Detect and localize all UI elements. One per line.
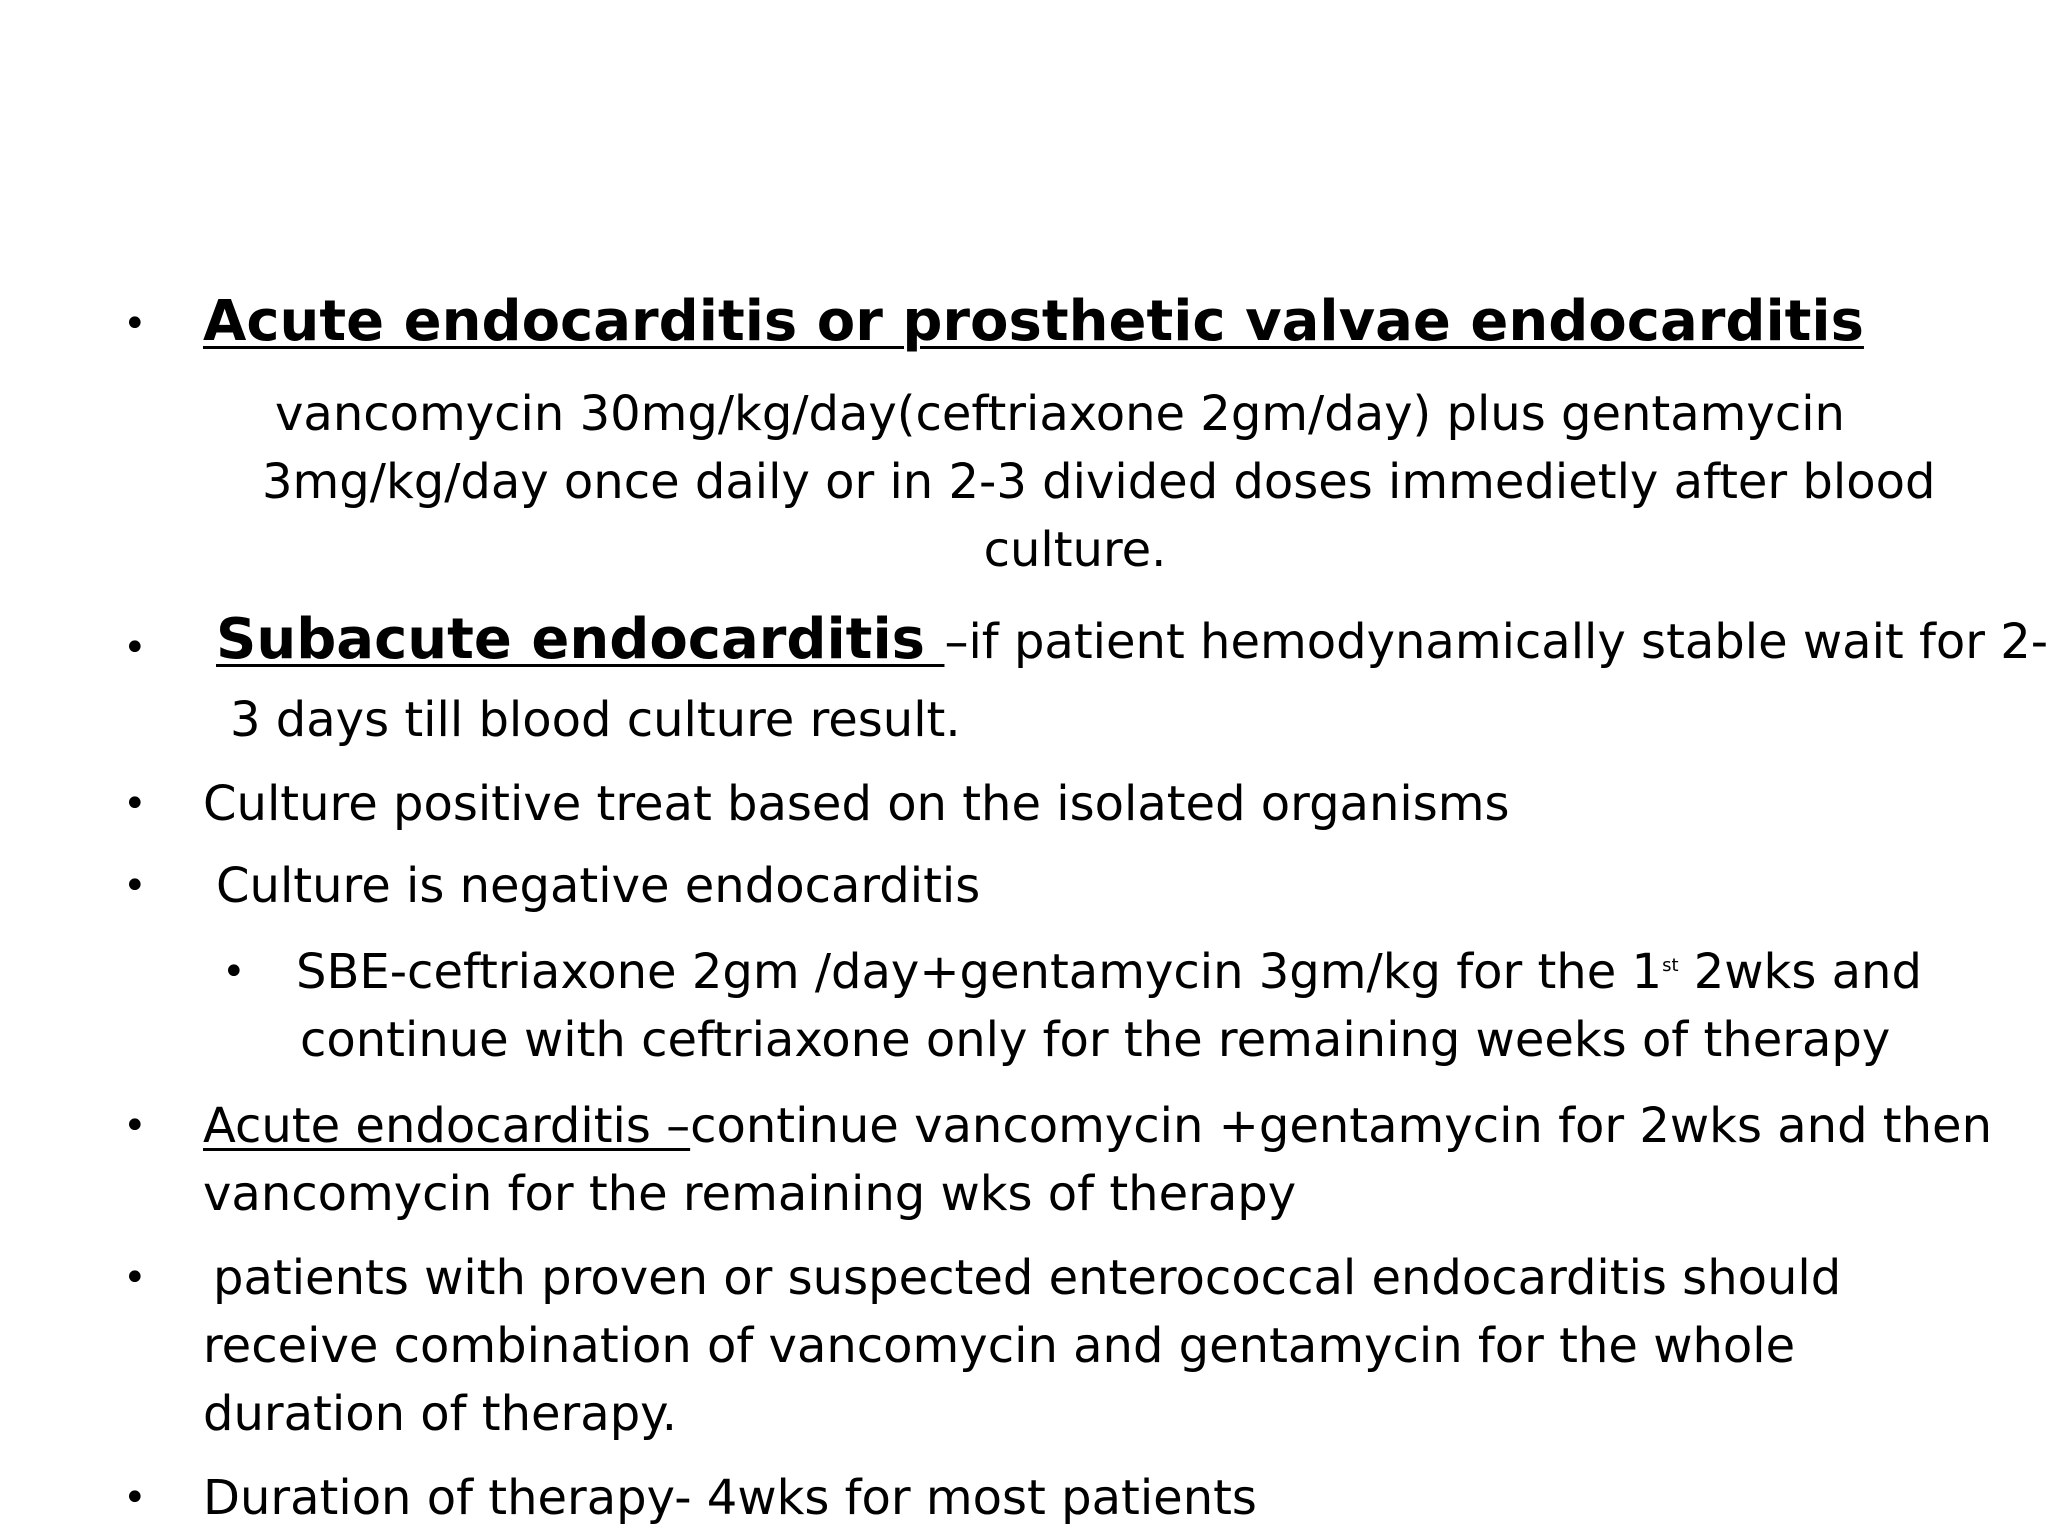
enterococcal-line-3: duration of therapy.: [203, 1386, 677, 1442]
acute-regimen-line-1: vancomycin 30mg/kg/day(ceftriaxone 2gm/day) plus gentamycin: [275, 386, 1845, 442]
acute-continue-label: Acute endocarditis –: [203, 1098, 691, 1154]
culture-positive-text: Culture positive treat based on the isolated organisms: [203, 776, 1510, 832]
sbe-regimen-line-2: continue with ceftriaxone only for the remaining weeks of therapy: [300, 1012, 1891, 1068]
duration-text: Duration of therapy- 4wks for most patients: [203, 1470, 1257, 1526]
acute-regimen-line-2: 3mg/kg/day once daily or in 2-3 divided doses immedietly after blood: [262, 454, 1936, 510]
bullet-marker: •: [123, 301, 147, 347]
subacute-line-2: 3 days till blood culture result.: [230, 692, 961, 748]
acute-regimen-line-3: culture.: [983, 522, 1167, 578]
subacute-heading: Subacute endocarditis: [216, 607, 945, 672]
enterococcal-line-1: patients with proven or suspected enterococcal endocarditis should: [213, 1250, 1842, 1306]
bullet-marker: •: [123, 625, 147, 671]
sbe-regimen-text-end: 2wks and: [1678, 944, 1922, 1000]
subacute-text-1: –if patient hemodynamically stable wait for 2-: [944, 614, 2048, 670]
acute-continue-line-2: vancomycin for the remaining wks of therapy: [203, 1166, 1297, 1222]
bullet-marker: •: [123, 863, 147, 909]
subacute-line-1: [216, 607, 2048, 672]
bullet-marker: •: [123, 1255, 147, 1301]
acute-continue-line-1: [203, 1098, 1992, 1154]
acute-continue-text: continue vancomycin +gentamycin for 2wks and then: [690, 1098, 1992, 1154]
bullet-marker: •: [123, 1103, 147, 1149]
culture-negative-text: Culture is negative endocarditis: [216, 858, 981, 914]
sbe-regimen-line-1: [296, 944, 1922, 1000]
enterococcal-line-2: receive combination of vancomycin and gentamycin for the whole: [203, 1318, 1796, 1374]
sub-bullet-marker: •: [222, 949, 246, 995]
sbe-regimen-text: SBE-ceftriaxone 2gm /day+gentamycin 3gm/kg for the 1: [296, 944, 1663, 1000]
acute-prosthetic-heading: Acute endocarditis or prosthetic valvae endocarditis: [203, 289, 1864, 354]
bullet-marker: •: [123, 781, 147, 827]
ordinal-suffix: st: [1662, 955, 1679, 976]
bullet-marker: •: [123, 1475, 147, 1521]
